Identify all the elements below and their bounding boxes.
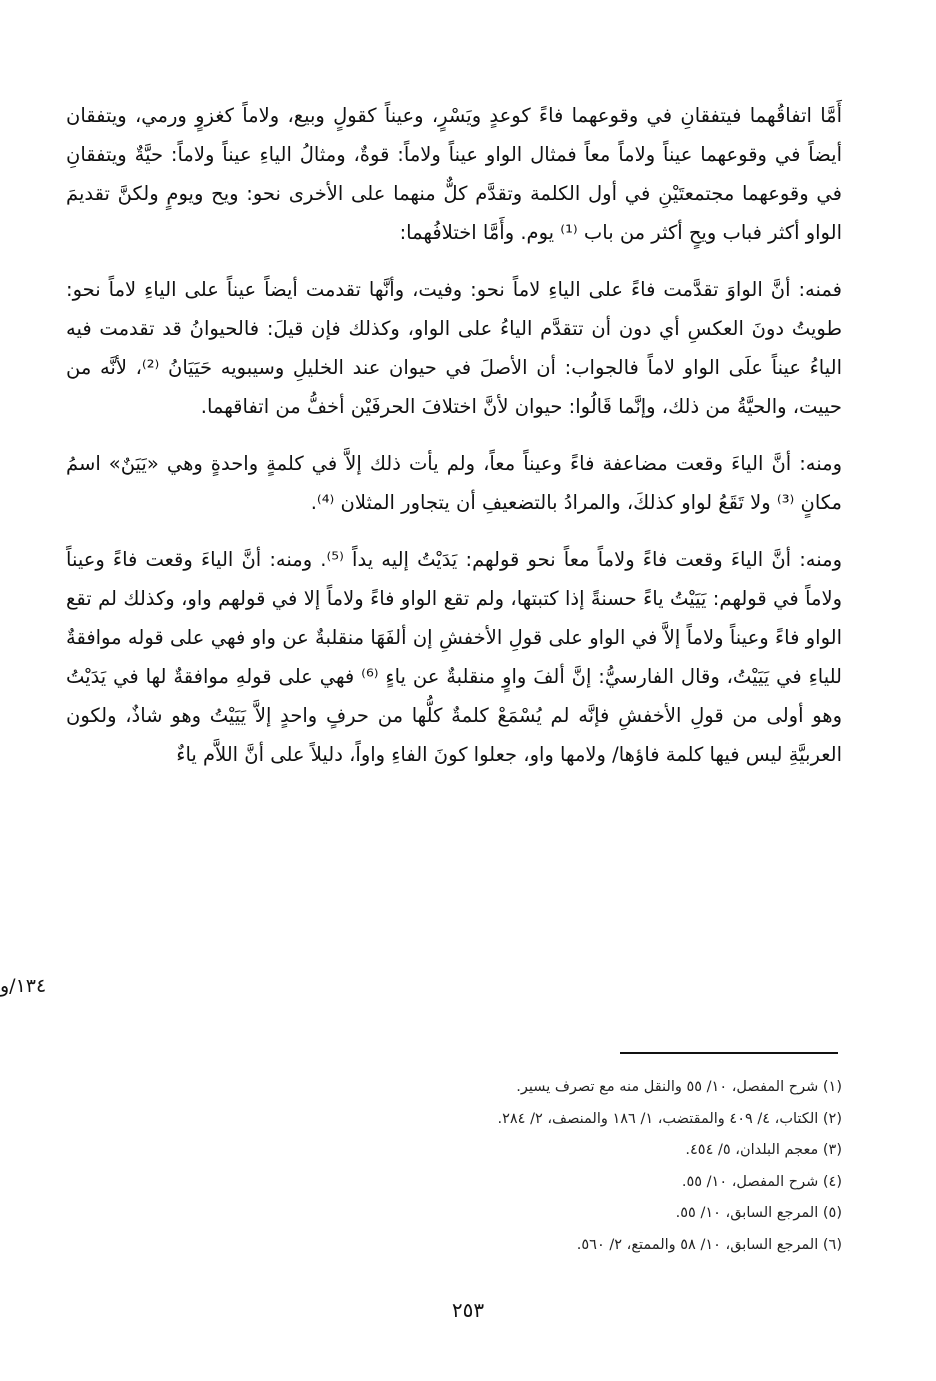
footnote-1: (١) شرح المفصل، ١٠/ ٥٥ والنقل منه مع تصرف يسير. xyxy=(516,1079,842,1095)
manuscript-folio-marker: ١٣٤/و xyxy=(0,975,47,997)
paragraph-agreement: أَمَّا اتفاقُهما فيتفقانِ في وقوعهما فاءً كوعدٍ ويَسْرٍ، وعيناً كقولٍ وبيع، ولاماً كغزوٍ ورمي، ويتفقان أيضاً في وقوعهما عيناً ولاماً معاً فمثال الواو عيناً ولاماً: قوةٌ، ومثالُ الياءِ عيناً ولاماً: حيَّةٌ ويتفقانِ في وقوعهما مجتمعتَيْنِ في أول الكلمة وتقدَّم كلٌّ منهما على الأخرى نحو: ويح ويومٍ ولكنَّ تقديمَ الواو أكثر فباب ويحٍ أكثر من باب ⁽¹⁾ يوم. وأَمَّا اختلافُهما: xyxy=(66,104,842,244)
footnote-4: (٤) شرح المفصل، ١٠/ ٥٥. xyxy=(681,1173,842,1190)
paragraph-difference-3: ومنه: أنَّ الياءَ وقعت فاءً ولاماً معاً نحو قولهم: يَدَيْتُ إليه يداً ⁽⁵⁾. ومنه: أنَّ الياءَ وقعت فاءً وعيناً ولاماً في قولهم: يَيَيْتُ ياءً حسنةً إذا كتبتها، ولم تقع الواو فاءً ولاماً إلا في قولهم واو، وكذلك لم تقع الواو فاءً وعيناً ولاماً إلاَّ في الواو على قولِ الأخفشِ إن ألفَهَا منقلبةٌ عن واو فهي على قوله موافقةٌ للياءِ في يَيَيْتُ، وقال الفارسيُّ: إنَّ ألفَ واوٍ منقلبةٌ عن ياءٍ ⁽⁶⁾ فهي على قولهِ موافقةٌ لها في يَدَيْتُ وهو أولى من قولِ الأخفشِ فإنَّه لم يُسْمَعْ كلمةٌ كلُّها من حرفٍ واحدٍ إلاَّ يَيَيْتُ وهو شاذٌ، ولكون العربيَّةِ ليس فيها كلمة فاؤها/ ولامها واو، جعلوا كونَ الفاءِ واواً، دليلاً على أنَّ اللاَّم ياءٌ xyxy=(66,548,842,766)
paragraph-difference-2: ومنه: أنَّ الياءَ وقعت مضاعفة فاءً وعيناً معاً، ولم يأت ذلك إلاَّ في كلمةٍ واحدةٍ وهي «يَيَنٌ» اسمُ مكانٍ ⁽³⁾ ولا تَقَعُ لواو كذلكَ، والمرادُ بالتضعيفِ أن يتجاور المثلان ⁽⁴⁾. xyxy=(66,452,842,514)
footnote-divider xyxy=(620,1052,838,1054)
footnote-3: (٣) معجم البلدان، ٥/ ٤٥٤. xyxy=(685,1142,842,1158)
page-number: ٢٥٣ xyxy=(451,1298,485,1322)
footnote-6: (٦) المرجع السابق، ١٠/ ٥٨ والممتع، ٢/ ٥٦٠. xyxy=(576,1236,842,1253)
footnotes-section xyxy=(300,1072,842,1261)
paragraph-difference-1: فمنه: أنَّ الواوَ تقدَّمت فاءً على الياءِ لاماً نحو: وفيت، وأنَّها تقدمت أيضاً عيناً على الياءِ لاماً نحو: طويتُ دونَ العكسِ أي دون أن تتقدَّم الياءُ على الواو، وكذلك فإن قيلَ: فالحيوانُ قد تقدمت فيه الياءُ عيناً علَى الواو لاماً فالجواب: أن الأصلَ في حيوان عند الخليلِ وسيبويه حَيَيَانُ ⁽²⁾، لأنَّه من حييت، والحيَّةُ من ذلك، وإنَّما قَالُوا: حيوان لأنَّ اختلافَ الحرفَيْن أخفُّ من اتفاقهما. xyxy=(66,278,842,418)
main-text-body xyxy=(66,96,842,792)
footnote-2: (٢) الكتاب، ٤/ ٤٠٩ والمقتضب، ١/ ١٨٦ والمنصف، ٢/ ٢٨٤. xyxy=(497,1110,842,1127)
footnote-5: (٥) المرجع السابق، ١٠/ ٥٥. xyxy=(675,1205,842,1221)
